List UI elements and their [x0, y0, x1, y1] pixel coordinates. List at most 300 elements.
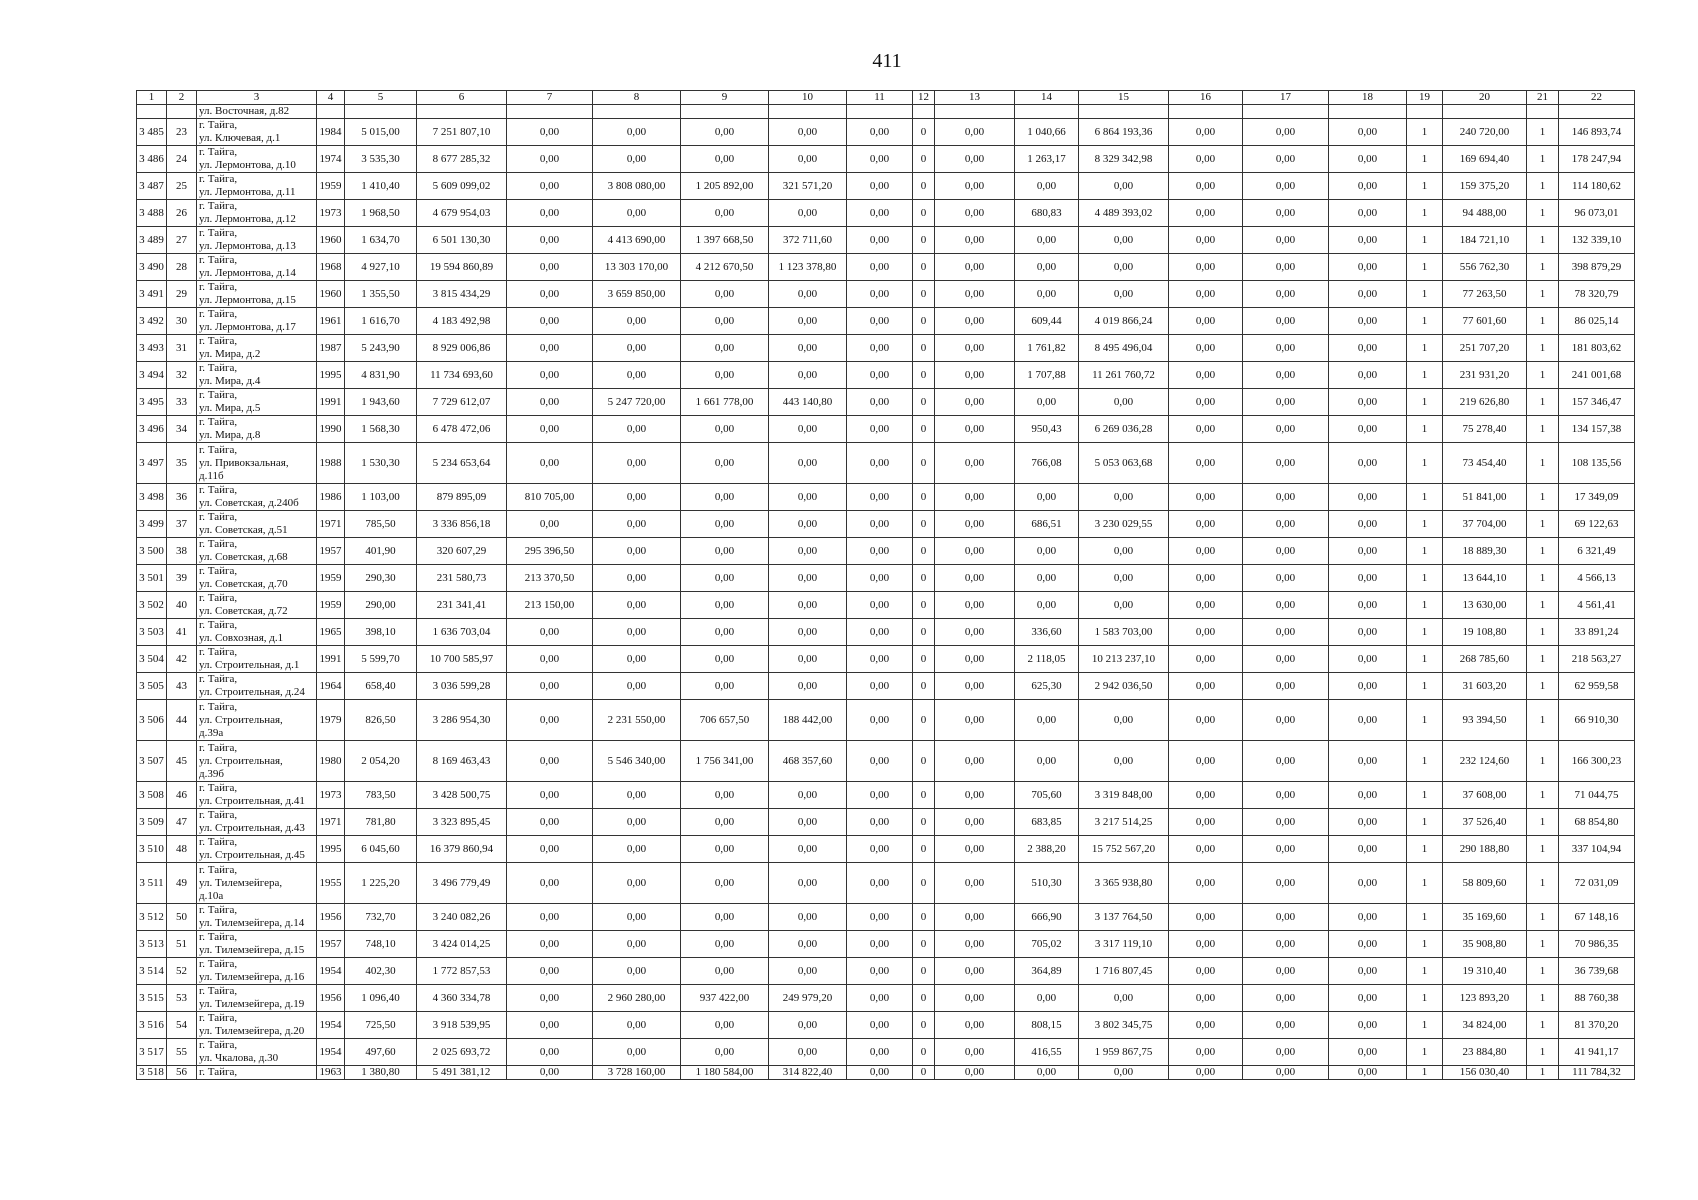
table-cell: 51 841,00	[1443, 484, 1527, 511]
table-cell: 1 180 584,00	[681, 1066, 769, 1080]
table-cell: 0,00	[935, 958, 1015, 985]
table-cell: 0,00	[1329, 200, 1407, 227]
table-cell: 0,00	[1015, 700, 1079, 741]
table-cell: 111 784,32	[1559, 1066, 1635, 1080]
table-cell: 1	[1407, 700, 1443, 741]
table-cell: 0,00	[1243, 931, 1329, 958]
table-cell: 0,00	[935, 741, 1015, 782]
address-cell: г. Тайга, ул. Совхозная, д.1	[197, 619, 317, 646]
table-cell: 0,00	[1169, 782, 1243, 809]
table-cell: 40	[167, 592, 197, 619]
table-cell: 0	[913, 836, 935, 863]
table-cell: 0	[913, 809, 935, 836]
table-cell: 1	[1527, 281, 1559, 308]
table-cell: 3 508	[137, 782, 167, 809]
table-cell: 0,00	[769, 673, 847, 700]
table-cell: 1	[1407, 227, 1443, 254]
table-cell: 0,00	[507, 119, 593, 146]
table-cell: 0,00	[593, 646, 681, 673]
table-cell: 0,00	[935, 782, 1015, 809]
table-cell: 0,00	[507, 863, 593, 904]
table-cell: 0,00	[1243, 863, 1329, 904]
table-cell: 0,00	[1329, 416, 1407, 443]
table-cell: 0,00	[1243, 1039, 1329, 1066]
table-cell: 1960	[317, 227, 345, 254]
table-cell: 398,10	[345, 619, 417, 646]
table-cell: 3 802 345,75	[1079, 1012, 1169, 1039]
table-cell: 0,00	[1169, 119, 1243, 146]
table-cell: 3 240 082,26	[417, 904, 507, 931]
table-cell: 3 317 119,10	[1079, 931, 1169, 958]
table-cell: 0,00	[847, 362, 913, 389]
table-cell: 0,00	[507, 308, 593, 335]
table-cell: 0,00	[935, 335, 1015, 362]
column-header: 19	[1407, 91, 1443, 105]
table-cell: 5 234 653,64	[417, 443, 507, 484]
table-cell: 783,50	[345, 782, 417, 809]
table-cell: 0,00	[593, 673, 681, 700]
table-cell: 53	[167, 985, 197, 1012]
table-row	[137, 1012, 1635, 1039]
table-cell: 416,55	[1015, 1039, 1079, 1066]
table-cell: 0,00	[847, 931, 913, 958]
table-row	[137, 782, 1635, 809]
table-row	[137, 673, 1635, 700]
table-cell: 1974	[317, 146, 345, 173]
table-cell: 0,00	[1169, 741, 1243, 782]
table-cell: 0,00	[681, 904, 769, 931]
table-cell: 2 118,05	[1015, 646, 1079, 673]
table-cell: 0,00	[507, 362, 593, 389]
table-cell: 73 454,40	[1443, 443, 1527, 484]
table-cell: 34 824,00	[1443, 1012, 1527, 1039]
table-cell: 1	[1527, 308, 1559, 335]
table-cell: 0,00	[847, 511, 913, 538]
table-cell: 1	[1407, 1039, 1443, 1066]
table-cell: 0,00	[681, 416, 769, 443]
table-cell: 0,00	[1169, 809, 1243, 836]
table-cell: 725,50	[345, 1012, 417, 1039]
table-cell	[681, 105, 769, 119]
table-cell: 0,00	[935, 592, 1015, 619]
table-cell: 625,30	[1015, 673, 1079, 700]
table-cell: 0,00	[1329, 619, 1407, 646]
table-cell: 1	[1407, 484, 1443, 511]
table-cell: 0,00	[1329, 443, 1407, 484]
table-cell: 0,00	[507, 673, 593, 700]
table-cell: 0,00	[935, 146, 1015, 173]
table-cell: 3 659 850,00	[593, 281, 681, 308]
table-cell: 3 503	[137, 619, 167, 646]
table-cell: 2 054,20	[345, 741, 417, 782]
table-cell: 0,00	[1329, 782, 1407, 809]
table-cell: 0,00	[1329, 565, 1407, 592]
table-cell: 0,00	[1243, 904, 1329, 931]
table-cell: 290 188,80	[1443, 836, 1527, 863]
table-cell: 1971	[317, 511, 345, 538]
table-cell: 1 634,70	[345, 227, 417, 254]
table-cell: 3 514	[137, 958, 167, 985]
table-cell: 1 355,50	[345, 281, 417, 308]
table-cell: 0,00	[593, 146, 681, 173]
table-cell: 0,00	[507, 985, 593, 1012]
table-cell: 0	[913, 958, 935, 985]
table-cell: 0,00	[1243, 1012, 1329, 1039]
table-cell: 0,00	[1169, 1066, 1243, 1080]
table-cell	[1079, 105, 1169, 119]
table-cell: 5 546 340,00	[593, 741, 681, 782]
table-cell: 0,00	[507, 227, 593, 254]
table-cell: 1 123 378,80	[769, 254, 847, 281]
table-cell: 4 413 690,00	[593, 227, 681, 254]
table-cell: 0,00	[1243, 362, 1329, 389]
table-cell: 240 720,00	[1443, 119, 1527, 146]
table-cell: 0,00	[681, 1039, 769, 1066]
table-cell: 2 025 693,72	[417, 1039, 507, 1066]
table-cell: 1	[1407, 619, 1443, 646]
table-cell: 0,00	[1243, 700, 1329, 741]
table-cell: 1	[1527, 200, 1559, 227]
table-cell: 3 217 514,25	[1079, 809, 1169, 836]
table-cell: 3 490	[137, 254, 167, 281]
table-cell: 0,00	[847, 227, 913, 254]
table-cell: 0,00	[935, 538, 1015, 565]
table-cell: 0,00	[1329, 646, 1407, 673]
table-cell: 0,00	[681, 836, 769, 863]
table-cell: 1	[1407, 673, 1443, 700]
table-cell: 0,00	[935, 119, 1015, 146]
table-cell: 6 478 472,06	[417, 416, 507, 443]
table-cell: 1	[1527, 1039, 1559, 1066]
column-header: 10	[769, 91, 847, 105]
address-cell: г. Тайга, ул. Строительная, д.43	[197, 809, 317, 836]
table-cell: 0,00	[847, 592, 913, 619]
table-cell: 0,00	[681, 443, 769, 484]
table-cell: 18 889,30	[1443, 538, 1527, 565]
table-row	[137, 700, 1635, 741]
table-cell: 0,00	[769, 335, 847, 362]
table-cell: 1	[1407, 416, 1443, 443]
table-cell: 3 918 539,95	[417, 1012, 507, 1039]
column-header: 16	[1169, 91, 1243, 105]
table-cell: 4 831,90	[345, 362, 417, 389]
table-cell: 0,00	[681, 592, 769, 619]
table-cell: 0,00	[507, 443, 593, 484]
table-cell: 1	[1407, 146, 1443, 173]
table-cell: 62 959,58	[1559, 673, 1635, 700]
table-cell: 3 504	[137, 646, 167, 673]
table-cell: 1	[1407, 646, 1443, 673]
table-cell: 0	[913, 335, 935, 362]
table-row	[137, 200, 1635, 227]
table-cell: 748,10	[345, 931, 417, 958]
table-cell: 0,00	[507, 836, 593, 863]
table-cell: 3 494	[137, 362, 167, 389]
column-header: 2	[167, 91, 197, 105]
address-cell: г. Тайга, ул. Лермонтова, д.14	[197, 254, 317, 281]
table-cell: 1984	[317, 119, 345, 146]
table-cell: 4 566,13	[1559, 565, 1635, 592]
table-cell: 1991	[317, 389, 345, 416]
table-cell: 0	[913, 700, 935, 741]
table-row	[137, 646, 1635, 673]
header-row	[137, 91, 1635, 105]
table-cell: 37 704,00	[1443, 511, 1527, 538]
table-cell: 1	[1407, 362, 1443, 389]
table-cell: 3 509	[137, 809, 167, 836]
table-cell: 0,00	[507, 931, 593, 958]
table-cell: 28	[167, 254, 197, 281]
table-cell: 0,00	[1169, 254, 1243, 281]
table-row	[137, 619, 1635, 646]
table-cell: 0,00	[1243, 592, 1329, 619]
table-cell: 0,00	[769, 538, 847, 565]
table-cell: 3 501	[137, 565, 167, 592]
table-cell: 0,00	[507, 200, 593, 227]
table-cell: 0,00	[1169, 335, 1243, 362]
table-cell: 0,00	[935, 173, 1015, 200]
table-cell: 0	[913, 782, 935, 809]
table-cell: 0,00	[1329, 1066, 1407, 1080]
table-cell: 0,00	[1169, 1012, 1243, 1039]
table-cell: 0,00	[769, 782, 847, 809]
table-cell: 0,00	[1015, 741, 1079, 782]
table-cell	[1243, 105, 1329, 119]
table-cell: 0,00	[1169, 1039, 1243, 1066]
table-cell: 0	[913, 673, 935, 700]
table-cell: 0,00	[847, 741, 913, 782]
table-cell: 132 339,10	[1559, 227, 1635, 254]
table-cell: 181 803,62	[1559, 335, 1635, 362]
table-cell: 1	[1527, 782, 1559, 809]
address-cell: г. Тайга, ул. Мира, д.2	[197, 335, 317, 362]
table-cell: 0,00	[681, 146, 769, 173]
table-cell: 0,00	[507, 254, 593, 281]
table-cell: 1	[1527, 931, 1559, 958]
table-cell: 337 104,94	[1559, 836, 1635, 863]
table-cell: 1991	[317, 646, 345, 673]
table-cell: 0,00	[769, 200, 847, 227]
table-cell: 0,00	[769, 619, 847, 646]
address-cell: г. Тайга, ул. Лермонтова, д.10	[197, 146, 317, 173]
table-cell: 1	[1407, 741, 1443, 782]
table-row	[137, 119, 1635, 146]
table-cell: 0,00	[847, 646, 913, 673]
address-cell: г. Тайга, ул. Мира, д.4	[197, 362, 317, 389]
table-cell: 0,00	[507, 1039, 593, 1066]
table-cell: 1	[1407, 809, 1443, 836]
table-cell: 0,00	[935, 484, 1015, 511]
table-cell: 184 721,10	[1443, 227, 1527, 254]
table-cell: 0,00	[1079, 389, 1169, 416]
table-cell: 1	[1527, 700, 1559, 741]
table-cell: 0,00	[1243, 782, 1329, 809]
table-cell: 0	[913, 416, 935, 443]
address-cell: г. Тайга, ул. Строительная, д.45	[197, 836, 317, 863]
table-cell: 1	[1527, 646, 1559, 673]
table-cell: 13 303 170,00	[593, 254, 681, 281]
table-cell: 68 854,80	[1559, 809, 1635, 836]
table-cell: 1	[1407, 782, 1443, 809]
table-cell: 0,00	[681, 958, 769, 985]
column-header: 22	[1559, 91, 1635, 105]
column-header: 11	[847, 91, 913, 105]
table-cell: 0,00	[507, 809, 593, 836]
table-cell: 0,00	[681, 646, 769, 673]
table-row	[137, 1066, 1635, 1080]
table-cell: 3 487	[137, 173, 167, 200]
table-cell: 0,00	[1243, 254, 1329, 281]
table-cell: 6 269 036,28	[1079, 416, 1169, 443]
table-cell: 1954	[317, 1039, 345, 1066]
table-cell: 0,00	[1243, 119, 1329, 146]
table-cell: 0,00	[847, 538, 913, 565]
table-cell: 0,00	[1015, 227, 1079, 254]
table-cell: 1	[1407, 254, 1443, 281]
table-cell: 1 096,40	[345, 985, 417, 1012]
table-cell: 3 513	[137, 931, 167, 958]
table-cell: 0	[913, 200, 935, 227]
address-cell: г. Тайга, ул. Советская, д.70	[197, 565, 317, 592]
column-header: 4	[317, 91, 345, 105]
table-cell: 0,00	[1329, 227, 1407, 254]
table-cell: 72 031,09	[1559, 863, 1635, 904]
table-row	[137, 362, 1635, 389]
table-row	[137, 335, 1635, 362]
table-cell: 0,00	[593, 443, 681, 484]
table-cell: 497,60	[345, 1039, 417, 1066]
table-cell: 96 073,01	[1559, 200, 1635, 227]
table-cell: 1954	[317, 1012, 345, 1039]
table-row	[137, 173, 1635, 200]
table-cell: 36	[167, 484, 197, 511]
table-cell: 1	[1527, 1012, 1559, 1039]
table-cell	[1559, 105, 1635, 119]
table-cell: 1	[1527, 484, 1559, 511]
table-cell: 0,00	[1169, 200, 1243, 227]
table-cell: 31	[167, 335, 197, 362]
table-cell: 1	[1407, 836, 1443, 863]
table-cell: 0,00	[1079, 254, 1169, 281]
table-cell: 78 320,79	[1559, 281, 1635, 308]
table-cell: 6 501 130,30	[417, 227, 507, 254]
table-cell: 1	[1527, 389, 1559, 416]
address-cell: г. Тайга, ул. Тилемзейгера, д.14	[197, 904, 317, 931]
table-cell: 34	[167, 416, 197, 443]
table-cell: 0,00	[507, 173, 593, 200]
table-cell: 231 931,20	[1443, 362, 1527, 389]
table-cell: 0,00	[1015, 985, 1079, 1012]
table-cell: 10 213 237,10	[1079, 646, 1169, 673]
table-cell: 0	[913, 227, 935, 254]
table-cell: 0	[913, 511, 935, 538]
table-cell: 0,00	[1329, 173, 1407, 200]
table-cell: 0,00	[507, 281, 593, 308]
table-cell: 11 734 693,60	[417, 362, 507, 389]
table-cell: 0,00	[1015, 1066, 1079, 1080]
table-row	[137, 1039, 1635, 1066]
table-cell: 56	[167, 1066, 197, 1080]
table-cell: 0	[913, 741, 935, 782]
table-cell: 1 968,50	[345, 200, 417, 227]
table-cell: 0,00	[681, 200, 769, 227]
table-cell: 1995	[317, 836, 345, 863]
table-cell: 0,00	[507, 782, 593, 809]
table-cell: 1	[1407, 958, 1443, 985]
table-cell: 114 180,62	[1559, 173, 1635, 200]
table-cell: 0,00	[1169, 146, 1243, 173]
address-cell: г. Тайга, ул. Лермонтова, д.12	[197, 200, 317, 227]
table-cell: 3 286 954,30	[417, 700, 507, 741]
table-cell: 0,00	[847, 443, 913, 484]
table-cell: 0,00	[681, 673, 769, 700]
table-cell: 1	[1527, 1066, 1559, 1080]
table-cell: 0,00	[1243, 389, 1329, 416]
table-cell: 3 496 779,49	[417, 863, 507, 904]
table-cell: 0,00	[1079, 700, 1169, 741]
table-cell: 1 568,30	[345, 416, 417, 443]
table-cell: 3 518	[137, 1066, 167, 1080]
table-cell: 1973	[317, 200, 345, 227]
table-cell: 0,00	[681, 809, 769, 836]
table-cell: 705,02	[1015, 931, 1079, 958]
table-cell: 77 263,50	[1443, 281, 1527, 308]
table-cell: 0	[913, 1012, 935, 1039]
table-cell: 75 278,40	[1443, 416, 1527, 443]
table-cell: 0,00	[1169, 362, 1243, 389]
table-cell: 2 231 550,00	[593, 700, 681, 741]
table-cell: 0,00	[847, 119, 913, 146]
table-cell: 766,08	[1015, 443, 1079, 484]
table-cell: 0,00	[935, 700, 1015, 741]
table-cell: 0,00	[769, 281, 847, 308]
table-cell: 0,00	[847, 200, 913, 227]
table-cell: 0,00	[847, 863, 913, 904]
table-cell: 0,00	[1015, 173, 1079, 200]
table-cell	[913, 105, 935, 119]
table-cell: 0,00	[1243, 538, 1329, 565]
table-cell: 0,00	[1079, 592, 1169, 619]
column-header: 18	[1329, 91, 1407, 105]
table-cell: 0,00	[1329, 254, 1407, 281]
table-cell: 0,00	[769, 836, 847, 863]
table-cell: 1 530,30	[345, 443, 417, 484]
table-cell: 0,00	[681, 281, 769, 308]
table-cell: 134 157,38	[1559, 416, 1635, 443]
table-cell: 1	[1407, 565, 1443, 592]
table-cell: 0,00	[935, 931, 1015, 958]
table-cell: 0,00	[507, 416, 593, 443]
table-cell: 1 707,88	[1015, 362, 1079, 389]
table-cell: 937 422,00	[681, 985, 769, 1012]
table-cell: 0,00	[507, 904, 593, 931]
table-cell: 231 341,41	[417, 592, 507, 619]
table-cell: 1 410,40	[345, 173, 417, 200]
table-row	[137, 931, 1635, 958]
table-cell: 0,00	[1169, 646, 1243, 673]
table-cell: 249 979,20	[769, 985, 847, 1012]
table-cell: 1995	[317, 362, 345, 389]
table-cell: 37 526,40	[1443, 809, 1527, 836]
table-cell: 6 321,49	[1559, 538, 1635, 565]
table-cell: 1	[1527, 227, 1559, 254]
table-cell: 50	[167, 904, 197, 931]
table-cell: 0,00	[935, 308, 1015, 335]
table-cell: 33 891,24	[1559, 619, 1635, 646]
table-cell: 0,00	[935, 511, 1015, 538]
table-cell: 0,00	[769, 863, 847, 904]
table-cell: 0,00	[681, 362, 769, 389]
